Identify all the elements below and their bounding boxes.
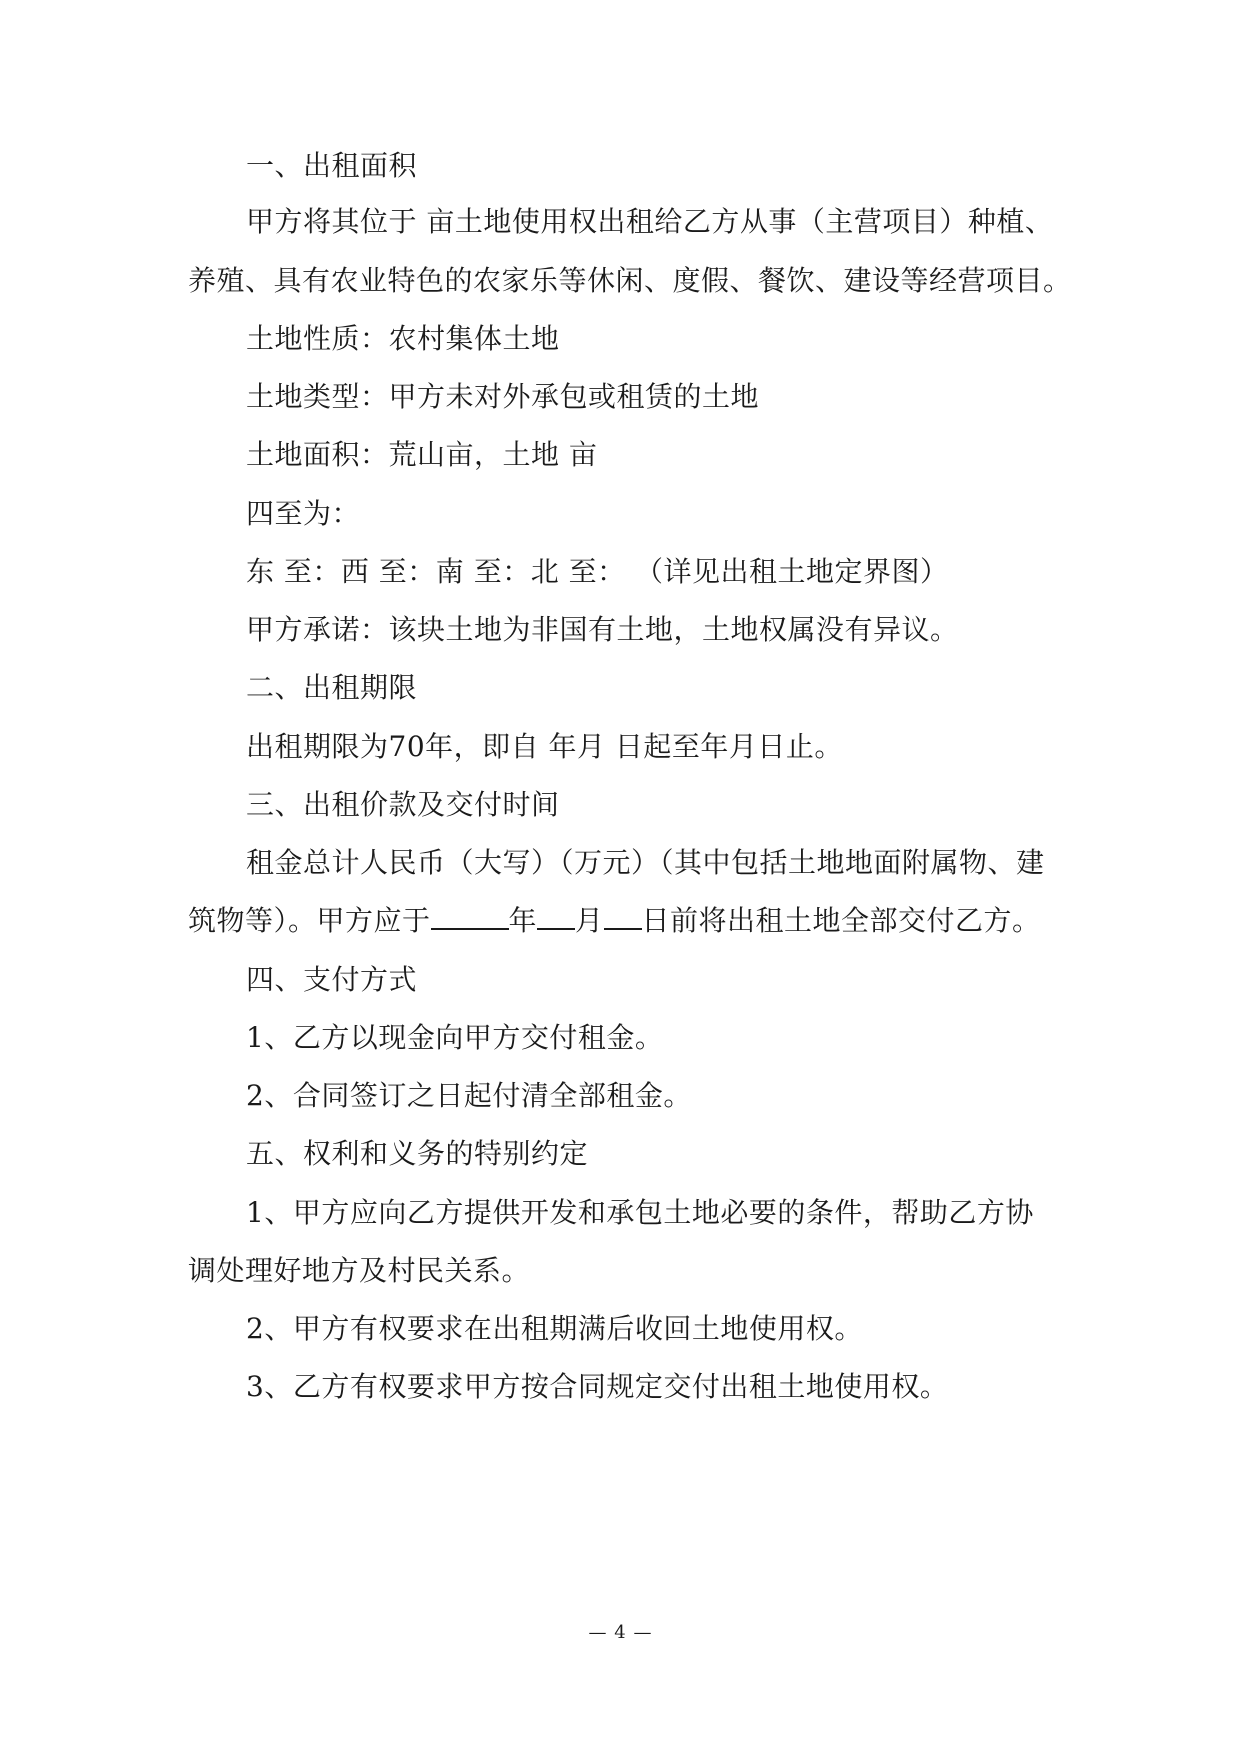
- blank-month: [537, 928, 575, 930]
- paragraph-line: 租金总计人民币（大写）（万元）（其中包括土地地面附属物、建: [246, 846, 1045, 879]
- section-heading-4: 四、支付方式: [246, 963, 418, 996]
- blank-day: [604, 928, 642, 930]
- text-segment: 筑物等）。甲方应于: [188, 904, 431, 937]
- paragraph-line: 1、甲方应向乙方提供开发和承包土地必要的条件，帮助乙方协: [246, 1196, 1034, 1229]
- paragraph-line: 调处理好地方及村民关系。: [188, 1254, 531, 1287]
- paragraph-line: 2、合同签订之日起付清全部租金。: [246, 1079, 692, 1112]
- paragraph-line: 3、乙方有权要求甲方按合同规定交付出租土地使用权。: [246, 1370, 949, 1403]
- paragraph-line: 甲方将其位于 亩土地使用权出租给乙方从事（主营项目）种植、: [246, 205, 1054, 238]
- section-heading-3: 三、出租价款及交付时间: [246, 788, 560, 821]
- section-heading-5: 五、权利和义务的特别约定: [246, 1137, 589, 1170]
- paragraph-line: 出租期限为70年，即自 年月 日起至年月日止。: [246, 730, 843, 763]
- blank-year: [431, 928, 509, 930]
- paragraph-line: 土地类型：甲方未对外承包或租赁的土地: [246, 380, 760, 413]
- paragraph-line-with-blanks: [188, 903, 1068, 939]
- paragraph-line: 土地性质：农村集体土地: [246, 322, 560, 355]
- text-segment: 年: [508, 904, 538, 937]
- paragraph-line: 四至为：: [246, 497, 361, 530]
- paragraph-line: 1、乙方以现金向甲方交付租金。: [246, 1021, 664, 1054]
- paragraph-line: 土地面积：荒山亩，土地 亩: [246, 438, 598, 471]
- text-segment: 日前将出租土地全部交付乙方。: [641, 904, 1041, 937]
- paragraph-line: 2、甲方有权要求在出租期满后收回土地使用权。: [246, 1312, 863, 1345]
- section-heading-1: 一、出租面积: [246, 149, 418, 182]
- section-heading-2: 二、出租期限: [246, 671, 418, 704]
- paragraph-line: 甲方承诺：该块土地为非国有土地，土地权属没有异议。: [246, 613, 959, 646]
- paragraph-line: 养殖、具有农业特色的农家乐等休闲、度假、餐饮、建设等经营项目。: [188, 264, 1072, 297]
- page-number: — 4 —: [588, 1622, 653, 1643]
- paragraph-line: 东 至：西 至：南 至：北 至： （详见出租土地定界图）: [246, 555, 949, 588]
- text-segment: 月: [575, 904, 604, 937]
